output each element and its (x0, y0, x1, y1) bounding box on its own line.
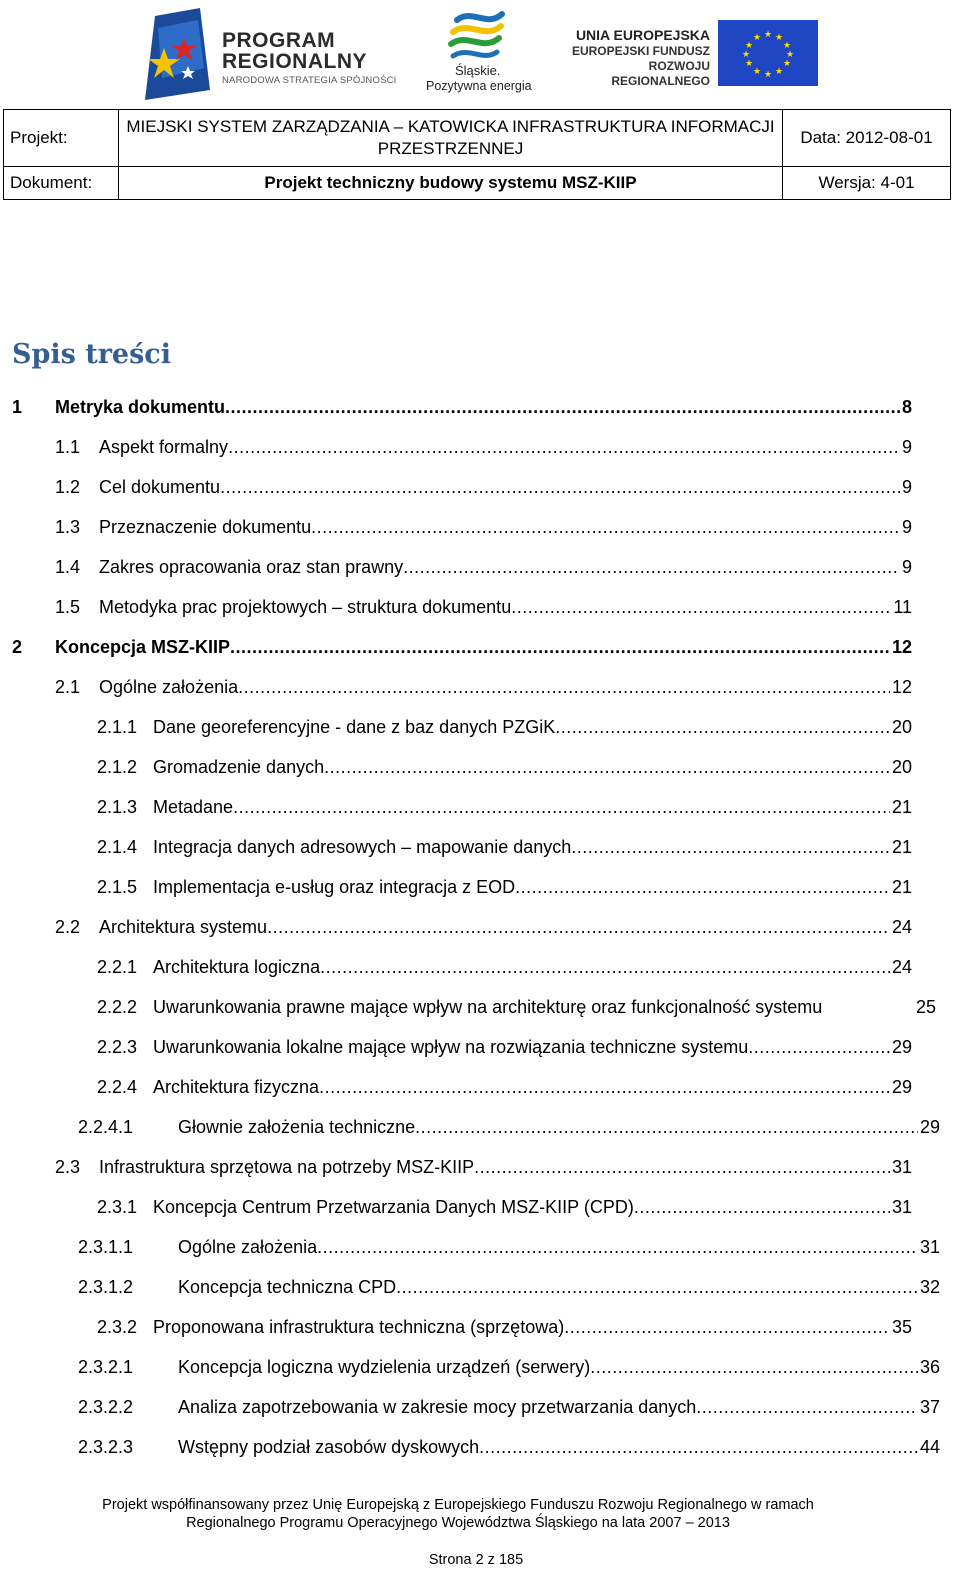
toc-entry-page: 35 (891, 1317, 912, 1337)
toc-entry-number: 2.2.3 (97, 1037, 138, 1057)
svg-text:★: ★ (785, 50, 795, 60)
toc-entry-title: Zakres opracowania oraz stan prawny (99, 557, 404, 577)
toc-entry-number: 2.2.1 (97, 957, 138, 977)
toc-entry[interactable] (0, 947, 960, 987)
svg-text:★: ★ (741, 50, 751, 60)
toc-entry-title: Ogólne założenia (178, 1237, 318, 1257)
toc-leader-dots (564, 1307, 890, 1347)
toc-entry-title: Aspekt formalny (99, 437, 229, 457)
toc-entry-page: 32 (919, 1277, 940, 1297)
svg-text:★: ★ (744, 59, 754, 69)
toc-entry-number: 2.2.2 (97, 997, 138, 1017)
toc-leader-dots (225, 387, 900, 427)
toc-entry-page: 9 (901, 557, 912, 577)
toc-entry-title: Koncepcja MSZ-KIIP (55, 637, 231, 657)
slaskie-logo (425, 6, 535, 98)
toc-leader-dots (748, 1027, 890, 1067)
toc-leader-dots (396, 1267, 918, 1307)
toc-entry-number: 2.1.4 (97, 837, 138, 857)
toc-entry-title: Infrastruktura sprzętowa na potrzeby MSZ-KIIP (99, 1157, 475, 1177)
project-label: Projekt: (4, 110, 119, 167)
toc-leader-dots (317, 1227, 918, 1267)
toc-entry-page: 29 (891, 1037, 912, 1057)
toc-entry-page: 37 (919, 1397, 940, 1417)
toc-leader-dots (324, 747, 890, 787)
toc-entry-number: 1.3 (55, 517, 81, 537)
toc-entry[interactable] (0, 587, 960, 627)
document-label: Dokument: (4, 167, 119, 200)
toc-entry[interactable] (0, 467, 960, 507)
toc-leader-dots (415, 1107, 918, 1147)
toc-entry[interactable] (0, 1387, 960, 1427)
logo-strip (0, 0, 960, 105)
project-title: MIEJSKI SYSTEM ZARZĄDZANIA – KATOWICKA INFRASTRUKTURA INFORMACJI PRZESTRZENNEJ (119, 110, 783, 167)
toc-leader-dots (515, 867, 890, 907)
toc-entry[interactable] (0, 627, 960, 667)
toc-entry[interactable] (0, 1067, 960, 1107)
eu-fund-line1: EUROPEJSKI FUNDUSZ (571, 44, 710, 58)
toc-entry-title: Implementacja e-usług oraz integracja z EOD (153, 877, 516, 897)
toc-entry-number: 2.2.4 (97, 1077, 138, 1097)
svg-text:★: ★ (782, 59, 792, 69)
slaskie-tagline: Pozytywna energia (426, 79, 532, 93)
toc-entry-title: Uwarunkowania lokalne mające wpływ na rozwiązania techniczne systemu (153, 1037, 749, 1057)
toc-entry-number: 2.1 (55, 677, 81, 697)
toc-entry-number: 2.3.1 (97, 1197, 138, 1217)
toc-entry-title: Proponowana infrastruktura techniczna (sprzętowa) (153, 1317, 565, 1337)
eu-logo (550, 20, 825, 92)
toc-entry-page: 9 (901, 437, 912, 457)
slaskie-name: Śląskie. (455, 63, 501, 78)
svg-text:★: ★ (752, 33, 762, 43)
funding-footer (0, 1496, 916, 1532)
toc-entry-page: 24 (891, 917, 912, 937)
toc-entry-number: 2.2 (55, 917, 81, 937)
toc-entry[interactable] (0, 707, 960, 747)
toc-entry-title: Ogólne założenia (99, 677, 239, 697)
toc-entry-title: Metodyka prac projektowych – struktura dokumentu (99, 597, 512, 617)
toc-entry-title: Metryka dokumentu (55, 397, 226, 417)
toc-entry[interactable] (0, 1027, 960, 1067)
toc-entry-title: Koncepcja logiczna wydzielenia urządzeń (serwery) (178, 1357, 591, 1377)
toc-entry[interactable] (0, 1267, 960, 1307)
toc-entry-page: 24 (891, 957, 912, 977)
toc-entry[interactable] (0, 507, 960, 547)
toc-entry-page: 21 (891, 797, 912, 817)
toc-entry[interactable] (0, 547, 960, 587)
toc-entry-page: 31 (891, 1157, 912, 1177)
toc-entry-title: Architektura logiczna (153, 957, 321, 977)
eu-flag-icon (718, 20, 818, 86)
toc-leader-dots (634, 1187, 890, 1227)
toc-entry-page: 8 (901, 397, 912, 417)
svg-text:★: ★ (744, 41, 754, 51)
page-number: Strona 2 z 185 (428, 1552, 524, 1568)
toc-entry-title: Uwarunkowania prawne mające wpływ na architekturę oraz funkcjonalność systemu (153, 997, 823, 1017)
toc-entry-title: Architektura systemu (99, 917, 268, 937)
toc-leader-dots (403, 547, 900, 587)
toc-entry-title: Głownie założenia techniczne (178, 1117, 416, 1137)
toc-entry[interactable] (0, 747, 960, 787)
toc-entry-page: 25 (915, 997, 936, 1017)
strategy-label: NARODOWA STRATEGIA SPÓJNOŚCI (222, 75, 397, 86)
toc-entry-number: 2.3.2 (97, 1317, 138, 1337)
toc-entry[interactable] (0, 427, 960, 467)
toc-entry-number: 2.1.3 (97, 797, 138, 817)
toc-entry-number: 2.3.1.1 (78, 1237, 134, 1257)
toc-entry[interactable] (0, 1307, 960, 1347)
toc-entry[interactable] (0, 667, 960, 707)
toc-entry-number: 2.2.4.1 (78, 1117, 134, 1137)
toc-entry[interactable] (0, 1227, 960, 1267)
toc-entry-page: 21 (891, 877, 912, 897)
toc-entry-page: 44 (919, 1437, 940, 1457)
toc-entry-number: 2.3.1.2 (78, 1277, 134, 1297)
toc-leader-dots (590, 1347, 918, 1387)
toc-entry-page: 36 (919, 1357, 940, 1377)
toc-entry-title: Dane georeferencyjne - dane z baz danych PZGiK (153, 717, 556, 737)
toc-entry-page: 29 (919, 1117, 940, 1137)
toc-entry-number: 2.3.2.2 (78, 1397, 134, 1417)
program-label: PROGRAM (222, 29, 336, 52)
document-title: Projekt techniczny budowy systemu MSZ-KIIP (119, 167, 783, 200)
toc-entry-title: Gromadzenie danych (153, 757, 325, 777)
toc-entry[interactable] (0, 1347, 960, 1387)
toc-entry-number: 1.2 (55, 477, 81, 497)
toc-leader-dots (320, 947, 890, 987)
toc-leader-dots (696, 1387, 918, 1427)
toc-entry-page: 20 (891, 717, 912, 737)
toc-entry-number: 2.1.2 (97, 757, 138, 777)
toc-entry-number: 2.3 (55, 1157, 81, 1177)
toc-entry[interactable] (0, 1147, 960, 1187)
toc-entry[interactable] (0, 867, 960, 907)
toc-entry-title: Integracja danych adresowych – mapowanie danych (153, 837, 572, 857)
toc-leader-dots (267, 907, 890, 947)
toc-entry[interactable] (0, 1107, 960, 1147)
document-version: Wersja: 4-01 (783, 167, 951, 200)
svg-text:★: ★ (782, 41, 792, 51)
toc-entry-page: 9 (901, 517, 912, 537)
toc-leader-dots (511, 587, 891, 627)
toc-entry-number: 1.1 (55, 437, 81, 457)
toc-entry-page: 21 (891, 837, 912, 857)
toc-entry-title: Cel dokumentu (99, 477, 221, 497)
toc-entry-number: 2.3.2.3 (78, 1437, 134, 1457)
toc-leader-dots (228, 427, 900, 467)
toc-entry-page: 31 (891, 1197, 912, 1217)
toc-entry[interactable] (0, 787, 960, 827)
toc-leader-dots (233, 787, 890, 827)
toc-entry-title: Analiza zapotrzebowania w zakresie mocy przetwarzania danych (178, 1397, 697, 1417)
toc-entry[interactable] (0, 987, 960, 1027)
toc-entry-page: 20 (891, 757, 912, 777)
toc-entry-title: Koncepcja Centrum Przetwarzania Danych MSZ-KIIP (CPD) (153, 1197, 634, 1217)
toc-entry-title: Architektura fizyczna (153, 1077, 320, 1097)
funding-line-1: Projekt współfinansowany przez Unię Europejską z Europejskiego Funduszu Rozwoju Regionalnego w ramach (102, 1497, 814, 1513)
eu-fund-line2: ROZWOJU REGIONALNEGO (611, 59, 710, 88)
svg-text:★: ★ (774, 33, 784, 43)
toc-entry-number: 1.4 (55, 557, 81, 577)
toc-entry-title: Wstępny podział zasobów dyskowych (178, 1437, 480, 1457)
toc-leader-dots (555, 707, 890, 747)
funding-line-2: Regionalnego Programu Operacyjnego Województwa Śląskiego na lata 2007 – 2013 (186, 1515, 730, 1531)
toc-entry-number: 2.3.2.1 (78, 1357, 134, 1377)
toc-entry[interactable] (0, 907, 960, 947)
toc-leader-dots (571, 827, 890, 867)
toc-entry-page: 9 (901, 477, 912, 497)
toc-entry-page: 12 (891, 637, 912, 657)
toc-entry-number: 2.1.5 (97, 877, 138, 897)
slaskie-waves-icon (447, 6, 507, 64)
svg-text:★: ★ (752, 67, 762, 77)
toc-leader-dots (238, 667, 890, 707)
toc-entry-number: 2.1.1 (97, 717, 138, 737)
eu-name: UNIA EUROPEJSKA (575, 27, 710, 43)
toc-leader-dots (220, 467, 900, 507)
document-date: Data: 2012-08-01 (783, 110, 951, 167)
toc-entry-title: Koncepcja techniczna CPD (178, 1277, 397, 1297)
toc-title: Spis treści (12, 339, 172, 370)
svg-text:★: ★ (763, 70, 773, 80)
toc-entry-title: Metadane (153, 797, 234, 817)
toc-entry-page: 29 (891, 1077, 912, 1097)
svg-text:★: ★ (763, 30, 773, 40)
star-flag-icon (140, 8, 210, 100)
toc-leader-dots (230, 627, 890, 667)
toc-entry-number: 1 (12, 397, 23, 417)
regionalny-label: REGIONALNY (222, 50, 368, 73)
toc-entry[interactable] (0, 827, 960, 867)
toc-entry-number: 1.5 (55, 597, 81, 617)
toc-entry-page: 12 (891, 677, 912, 697)
toc-entry[interactable] (0, 1427, 960, 1467)
toc-leader-dots (311, 507, 900, 547)
program-regionalny-logo (140, 8, 405, 100)
svg-text:★: ★ (774, 67, 784, 77)
toc-entry-number: 2 (12, 637, 23, 657)
toc-entry-page: 31 (919, 1237, 940, 1257)
toc-entry-page: 11 (893, 597, 912, 617)
toc-leader-dots (479, 1427, 918, 1467)
toc-entry-title: Przeznaczenie dokumentu (99, 517, 312, 537)
toc-entry[interactable] (0, 1187, 960, 1227)
toc-leader-dots (474, 1147, 890, 1187)
toc-entry[interactable] (0, 387, 960, 427)
document-header-table (3, 109, 951, 200)
toc-leader-dots (319, 1067, 890, 1107)
